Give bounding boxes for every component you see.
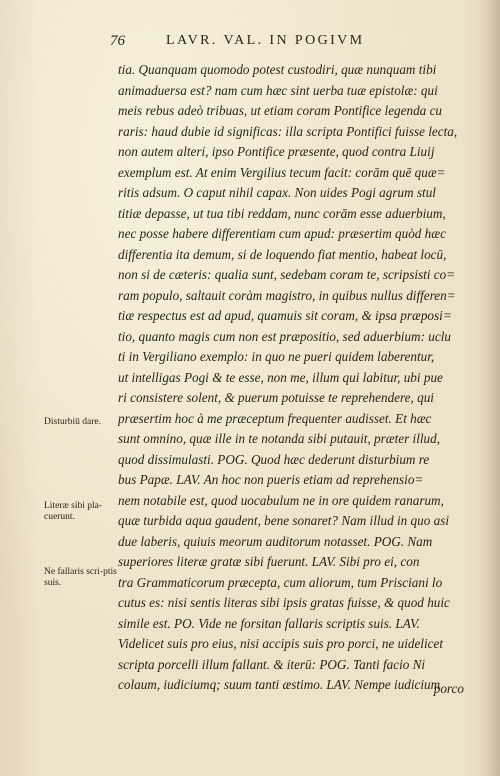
main-text [118, 60, 488, 696]
text-line: due laberis, quiuis meorum auditorum notasset. POG. Nam [118, 533, 433, 549]
text-line: ritis adsum. O caput nihil capax. Non uides Pogi agrum stul [118, 185, 436, 200]
margin-note: Ne fallaris scri-ptis suis. [44, 567, 117, 588]
text-line: Videlicet suis pro eius, nisi accipis suis pro porci, ne uidelicet [118, 636, 443, 651]
text-line: ut intelligas Pogi & te esse, non me, illum qui labitur, ubi pue [118, 369, 443, 385]
text-line: tia. Quanquam quomodo potest custodiri, quæ nunquam tibi [118, 62, 437, 77]
margin-note: Literæ sibi pla-cuerunt. [44, 501, 103, 522]
text-line: nec posse habere differentiam cum apud: præsertim quòd hæc [118, 226, 446, 241]
text-line: colaum, iudiciumq; suum tanti æstimo. LAV. Nempe iudicium [118, 677, 441, 692]
text-line: non si de cæteris: qualia sunt, sedebam coram te, scripsisti co= [118, 267, 456, 282]
text-line: titiæ depasse, ut tua tibi reddam, nunc corām esse aduerbium, [118, 205, 446, 221]
text-line: ram populo, saltauit coràm magistro, in quibus nullus differen= [118, 287, 456, 303]
text-line: non autem alteri, ipso Pontifice præsente, quod contra Liuij [118, 144, 435, 159]
text-line: scripta porcelli illum fallant. & iterū: POG. Tanti facio Ni [118, 656, 426, 672]
text-line: ri consistere solent, & puerum potuisse te reprehendere, qui [118, 390, 434, 405]
text-line: tiæ respectus est ad apud, quamuis sit coram, & ipsa præposi= [118, 308, 452, 323]
text-line: exemplum est. At enim Vergilius tecum facit: corām quē quæ= [118, 164, 446, 180]
text-line: quæ turbida aqua gaudent, bene sonaret? Nam illud in quo asi [118, 513, 450, 528]
text-line: meis rebus adeò tribuas, ut etiam coram Pontifice legenda cu [118, 103, 443, 118]
text-line: sunt omnino, quæ ille in te notanda sibi putauit, præter illud, [118, 431, 441, 446]
text-line: cutus es: nisi sentis literas sibi ipsis gratas fuisse, & quod huic [118, 595, 450, 610]
text-line: præsertim hoc à me præceptum frequenter audisset. Et hæc [118, 410, 432, 426]
text-line: ti in Vergiliano exemplo: in quo ne pueri quidem laberentur, [118, 349, 435, 364]
text-line: tio, quanto magis cum non est præpositio, sed aduerbium: uclu [118, 328, 451, 344]
text-line: animaduersa est? nam cum hæc sint uerba tuæ epistolæ: qui [118, 82, 438, 98]
text-line: simile est. PO. Vide ne forsitan fallaris scriptis suis. LAV. [118, 615, 420, 631]
text-line: superiores literæ gratæ sibi fuerunt. LAV. Sibi pro ei, con [118, 554, 420, 569]
text-line: raris: haud dubie id significas: illa scripta Pontifici fuisse lecta, [118, 123, 458, 139]
text-line: tra Grammaticorum præcepta, cum aliorum, tum Prisciani lo [118, 574, 443, 590]
text-line: quod dissimulasti. POG. Quod hæc dederunt disturbium re [118, 451, 430, 467]
page-header [110, 33, 440, 53]
running-head: LAVR. VAL. IN POGIVM [166, 33, 365, 48]
text-line: bus Papæ. LAV. An hoc non pueris etiam ad reprehensio= [118, 472, 424, 487]
text-line: differentia ita demum, si de loquendo fiat mentio, habeat locū, [118, 246, 447, 262]
page-number: 76 [110, 33, 125, 49]
catchword: porco [433, 681, 464, 696]
page-edge-shadow [482, 0, 500, 776]
text-line: nem notabile est, quod uocabulum ne in ore quidem ranarum, [118, 492, 444, 508]
margin-note: Disturbiū dare. [44, 417, 101, 427]
